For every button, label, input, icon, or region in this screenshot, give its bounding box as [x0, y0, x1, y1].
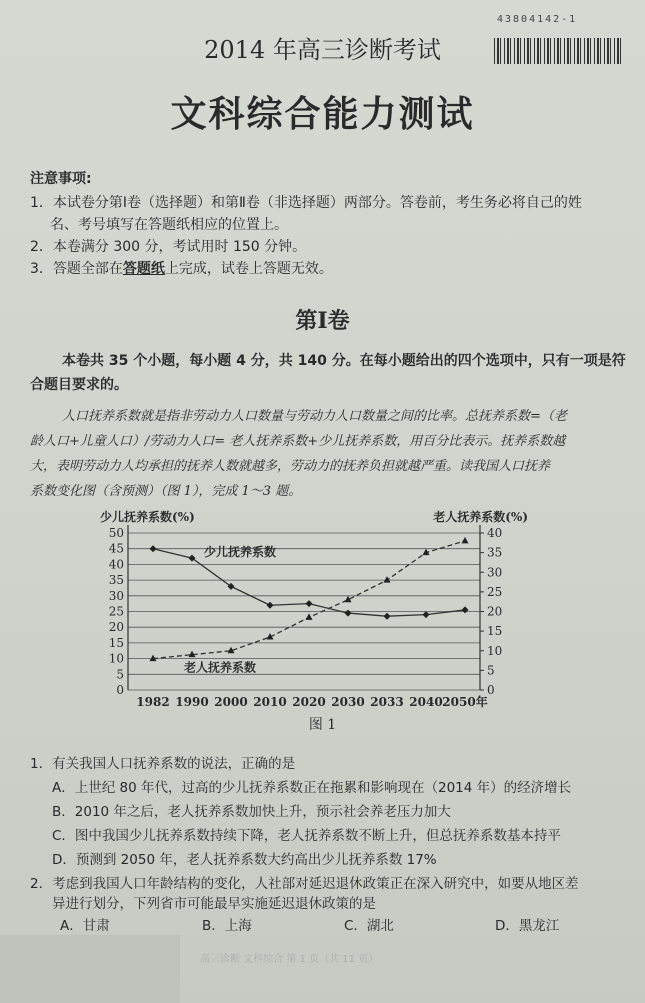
notice-heading: 注意事项:: [30, 171, 92, 187]
x-tick-label: 2010: [253, 695, 287, 709]
question-1-option-d: D．预测到 2050 年，老人抚养系数大约高出少儿抚养系数 17%: [52, 852, 437, 868]
question-1-option-b: B．2010 年之后，老人抚养系数加快上升，预示社会养老压力加大: [52, 804, 451, 820]
exam-year-line: 2014 年高三诊断考试: [204, 36, 441, 64]
x-tick-label: 1990: [175, 695, 209, 709]
right-tick-label: 5: [487, 663, 495, 678]
right-tick-label: 35: [487, 545, 503, 560]
right-tick-label: 25: [487, 584, 503, 599]
exam-title: 文科综合能力测试: [170, 94, 475, 135]
notice-item-3-post: 上完成，试卷上答题无效。: [164, 261, 333, 277]
x-tick-label: 2000: [214, 695, 248, 709]
series-label: 老人抚养系数: [184, 660, 257, 675]
elderly-data-point: [306, 613, 313, 620]
figure-label: 图 1: [308, 717, 337, 733]
section-intro-line-2: 合题目要求的。: [30, 377, 128, 393]
x-tick-label: 2050年: [442, 695, 488, 709]
left-tick-label: 15: [108, 635, 124, 650]
passage-line-4: 系数变化图（含预测）（图 1），完成 1～3 题。: [30, 484, 302, 499]
child-data-point: [150, 545, 157, 552]
left-tick-label: 10: [108, 651, 124, 666]
passage-line-3: 大，表明劳动力人均承担的抚养人数就越多，劳动力的抚养负担就越严重。读我国人口抚养: [30, 459, 551, 474]
section-intro-line-1: 本卷共 35 个小题，每小题 4 分，共 140 分。在每小题给出的四个选项中，只有一项是符: [62, 353, 626, 369]
question-2-option-b: B．上海: [202, 918, 252, 934]
x-tick-label: 2040: [409, 695, 443, 709]
question-2-option-d: D．黑龙江: [495, 918, 560, 934]
x-tick-label: 1982: [136, 695, 170, 709]
elderly-data-point: [462, 537, 469, 544]
right-tick-label: 30: [487, 565, 503, 580]
question-2-line-2: 异进行划分，下列省市可能最早实施延迟退休政策的是: [52, 896, 376, 912]
x-tick-label: 2020: [292, 695, 326, 709]
left-tick-label: 20: [108, 620, 124, 635]
x-tick-label: 2033: [370, 695, 404, 709]
blurred-corner: [0, 935, 180, 1003]
question-2-option-c: C．湖北: [344, 918, 394, 934]
right-tick-label: 40: [487, 526, 503, 540]
child-data-point: [384, 613, 391, 620]
right-tick-label: 10: [487, 643, 503, 658]
child-data-point: [267, 602, 274, 609]
child-data-point: [345, 610, 352, 617]
page-footer: 高三诊断 文科综合 第 1 页（共 11 页）: [200, 954, 379, 965]
left-tick-label: 30: [108, 588, 124, 603]
right-tick-label: 0: [487, 683, 495, 697]
left-tick-label: 5: [116, 667, 124, 682]
left-tick-label: 50: [108, 526, 124, 540]
left-tick-label: 40: [108, 557, 124, 572]
left-tick-label: 35: [108, 573, 124, 588]
left-axis-title: 少儿抚养系数(%): [100, 510, 195, 524]
child-data-point: [423, 611, 430, 618]
notice-item-2: 2．本卷满分 300 分，考试用时 150 分钟。: [30, 239, 307, 255]
right-tick-label: 20: [487, 604, 503, 619]
x-tick-label: 2030: [331, 695, 365, 709]
section-title: 第Ⅰ卷: [295, 308, 350, 334]
question-1-option-c: C．图中我国少儿抚养系数持续下降，老人抚养系数不断上升，但总抚养系数基本持平: [52, 828, 561, 844]
question-2-line-1: 2．考虑到我国人口年龄结构的变化，人社部对延迟退休政策正在深入研究中，如要从地区差: [30, 876, 579, 892]
notice-item-1-line-1: 1．本试卷分第Ⅰ卷（选择题）和第Ⅱ卷（非选择题）两部分。答卷前，考生务必将自己的姓: [30, 195, 582, 211]
question-2-option-a: A．甘肃: [60, 918, 110, 934]
question-1-option-a: A．上世纪 80 年代，过高的少儿抚养系数正在拖累和影响现在（2014 年）的经济增长: [52, 780, 572, 796]
child-data-point: [462, 606, 469, 613]
series-label: 少儿抚养系数: [204, 545, 277, 560]
question-1-stem: 1．有关我国人口抚养系数的说法，正确的是: [30, 756, 296, 772]
notice-item-1-line-2: 名、考号填写在答题纸相应的位置上。: [50, 217, 288, 233]
elderly-data-point: [384, 576, 391, 583]
passage-line-1: 人口抚养系数就是指非劳动力人口数量与劳动力人口数量之间的比率。总抚养系数=（老: [62, 409, 567, 424]
right-tick-label: 15: [487, 624, 503, 639]
left-tick-label: 45: [108, 541, 124, 556]
dependency-ratio-chart: [80, 505, 530, 710]
child-data-point: [306, 600, 313, 607]
notice-item-3-pre: 3．答题全部在: [30, 261, 123, 277]
paper-code: 43804142-1: [497, 14, 578, 25]
notice-item-3: [30, 258, 333, 278]
notice-item-3-underlined: 答题纸: [122, 261, 165, 277]
right-axis-title: 老人抚养系数(%): [433, 510, 528, 524]
elderly-series-line: [153, 541, 465, 659]
passage-line-2: 龄人口+儿童人口）/劳动力人口= 老人抚养系数+少儿抚养系数，用百分比表示。抚养系数越: [30, 434, 566, 449]
left-tick-label: 0: [116, 683, 124, 697]
left-tick-label: 25: [108, 604, 124, 619]
